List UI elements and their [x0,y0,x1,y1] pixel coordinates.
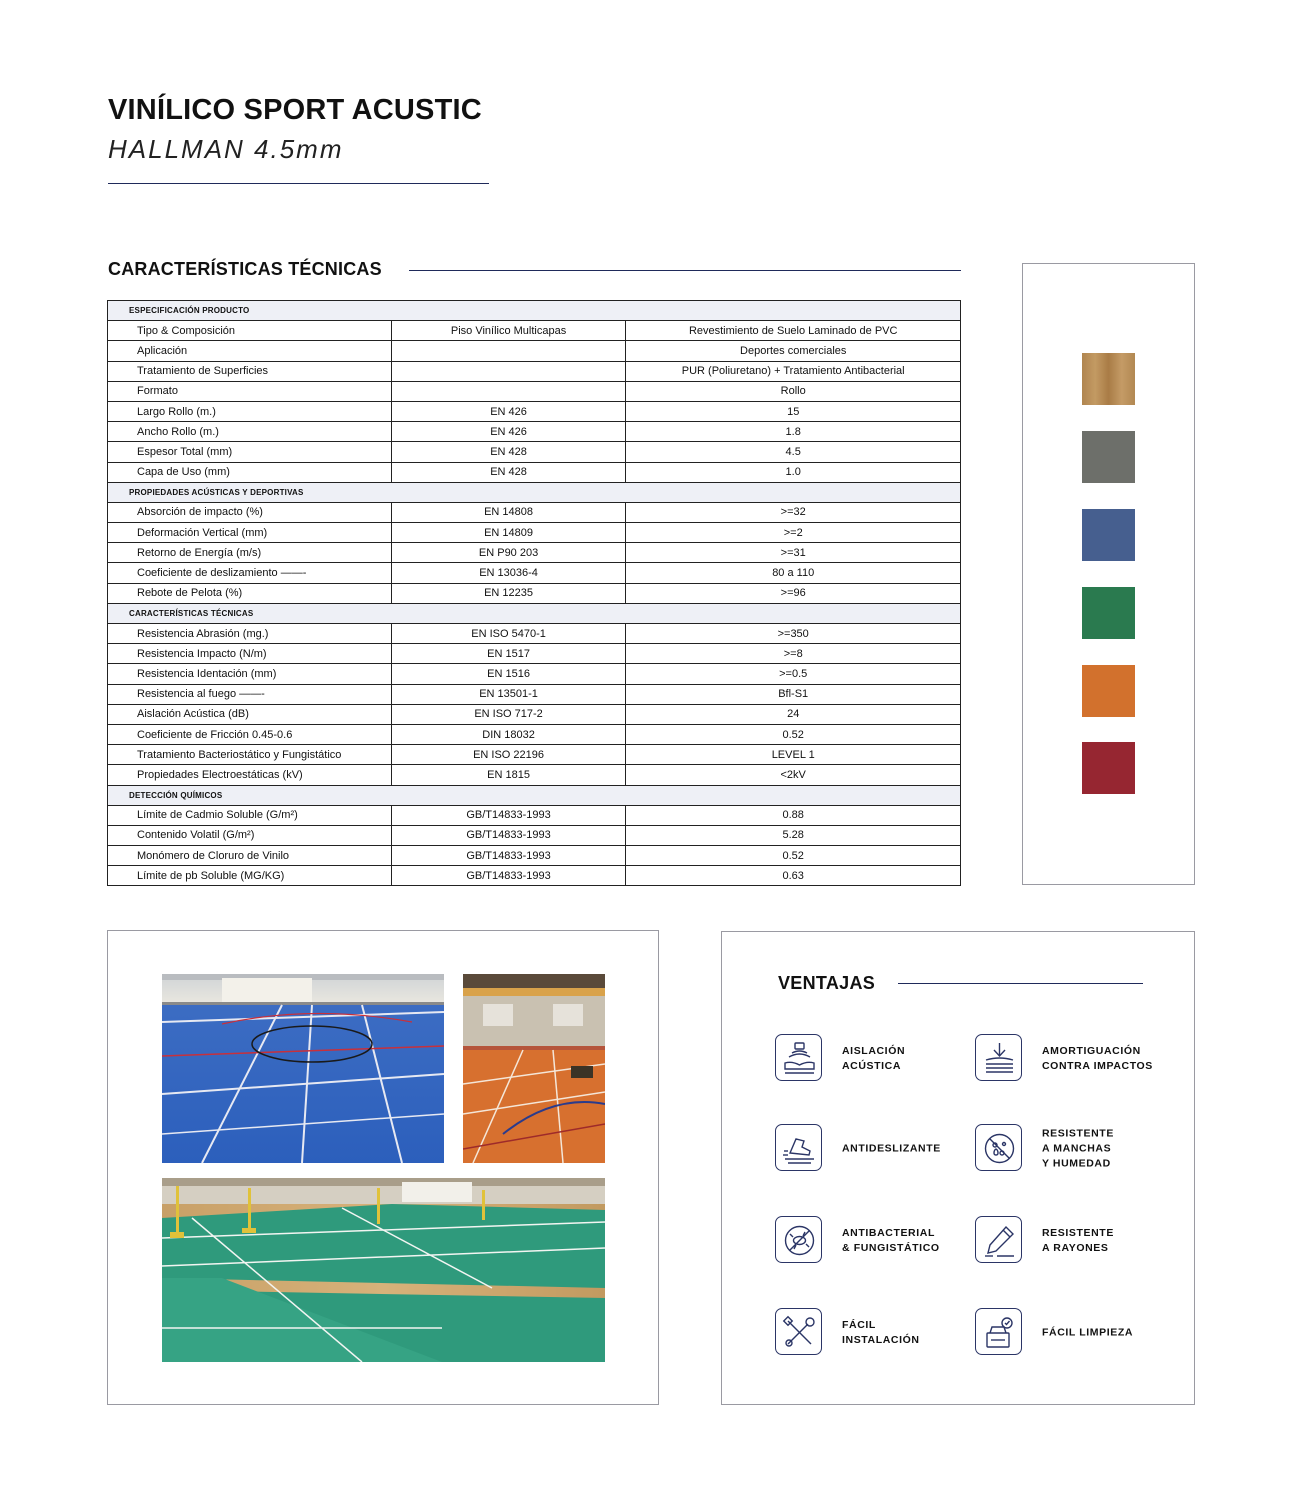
spec-value-cell: >=32 [626,502,961,522]
advantages-panel [721,931,1195,1405]
spec-name-cell: Absorción de impacto (%) [108,502,392,522]
spec-row [108,805,961,825]
advantage-item [775,1034,1005,1084]
spec-norm-cell: EN 426 [391,422,626,442]
spec-name-cell: Aislación Acústica (dB) [108,704,392,724]
easy-clean-icon [975,1308,1022,1355]
easy-install-icon [775,1308,822,1355]
spec-value-cell: Rollo [626,381,961,401]
photo-green-court [162,1178,605,1362]
spec-value-cell: 1.8 [626,422,961,442]
spec-value-cell: >=31 [626,543,961,563]
spec-section-header [108,482,961,502]
spec-name-cell: Retorno de Energía (m/s) [108,543,392,563]
spec-name-cell: Resistencia Identación (mm) [108,664,392,684]
photo-panel [107,930,659,1405]
spec-name-cell: Largo Rollo (m.) [108,401,392,421]
spec-row [108,563,961,583]
spec-norm-cell: GB/T14833-1993 [391,805,626,825]
spec-row [108,381,961,401]
antibacterial-icon [775,1216,822,1263]
advantage-item [775,1308,1005,1358]
spec-section-title: DETECCIÓN QUÍMICOS [108,785,961,805]
spec-row [108,664,961,684]
spec-row [108,724,961,744]
page-subtitle: HALLMAN 4.5mm [108,134,344,164]
swatch-wood [1082,353,1135,405]
advantage-label: AMORTIGUACIÓN CONTRA IMPACTOS [1042,1045,1153,1072]
advantage-label: AISLACIÓN ACÚSTICA [842,1045,906,1072]
advantage-label: ANTIDESLIZANTE [842,1142,941,1155]
advantages-divider [898,983,1143,984]
spec-value-cell: 0.63 [626,866,961,886]
specs-divider [409,270,961,271]
spec-row [108,765,961,785]
spec-norm-cell: EN ISO 717-2 [391,704,626,724]
spec-norm-cell: DIN 18032 [391,724,626,744]
title-divider [108,183,489,184]
spec-name-cell: Coeficiente de Fricción 0.45-0.6 [108,724,392,744]
spec-section-title: ESPECIFICACIÓN PRODUCTO [108,301,961,321]
spec-value-cell: Bfl-S1 [626,684,961,704]
spec-section-header [108,785,961,805]
specs-table [107,300,961,886]
swatch-red [1082,742,1135,794]
advantage-item [975,1034,1205,1084]
spec-norm-cell: GB/T14833-1993 [391,846,626,866]
spec-name-cell: Rebote de Pelota (%) [108,583,392,603]
spec-row [108,846,961,866]
spec-value-cell: PUR (Poliuretano) + Tratamiento Antibacterial [626,361,961,381]
spec-value-cell: >=96 [626,583,961,603]
spec-norm-cell: EN 13501-1 [391,684,626,704]
swatch-green [1082,587,1135,639]
spec-name-cell: Formato [108,381,392,401]
spec-value-cell: 0.52 [626,724,961,744]
impact-absorption-icon [975,1034,1022,1081]
spec-name-cell: Resistencia Impacto (N/m) [108,644,392,664]
spec-value-cell: >=2 [626,523,961,543]
spec-name-cell: Tratamiento de Superficies [108,361,392,381]
spec-norm-cell: EN 13036-4 [391,563,626,583]
spec-row [108,825,961,845]
spec-section-header [108,301,961,321]
swatch-grey [1082,431,1135,483]
spec-value-cell: 24 [626,704,961,724]
spec-name-cell: Propiedades Electroestáticas (kV) [108,765,392,785]
specs-heading: CARACTERÍSTICAS TÉCNICAS [108,259,382,279]
spec-name-cell: Coeficiente de deslizamiento ——- [108,563,392,583]
spec-norm-cell: EN ISO 22196 [391,745,626,765]
advantage-label: ANTIBACTERIAL & FUNGISTÁTICO [842,1227,940,1254]
page-title: VINÍLICO SPORT ACUSTIC [108,94,482,126]
photo-orange-court [463,974,605,1163]
spec-value-cell: 15 [626,401,961,421]
spec-norm-cell: Piso Vinílico Multicapas [391,321,626,341]
spec-row [108,523,961,543]
spec-value-cell: 5.28 [626,825,961,845]
spec-norm-cell: EN 428 [391,462,626,482]
advantage-item [975,1216,1205,1266]
spec-value-cell: LEVEL 1 [626,745,961,765]
spec-name-cell: Monómero de Cloruro de Vinilo [108,846,392,866]
spec-row [108,644,961,664]
spec-name-cell: Ancho Rollo (m.) [108,422,392,442]
spec-value-cell: 80 a 110 [626,563,961,583]
spec-name-cell: Aplicación [108,341,392,361]
spec-row [108,866,961,886]
spec-row [108,462,961,482]
spec-section-title: PROPIEDADES ACÚSTICAS Y DEPORTIVAS [108,482,961,502]
spec-norm-cell: EN ISO 5470-1 [391,624,626,644]
spec-value-cell: 1.0 [626,462,961,482]
spec-norm-cell: EN 1516 [391,664,626,684]
scratch-resistant-icon [975,1216,1022,1263]
spec-norm-cell: EN 12235 [391,583,626,603]
spec-value-cell: >=0.5 [626,664,961,684]
spec-row [108,422,961,442]
spec-row [108,401,961,421]
spec-row [108,745,961,765]
swatch-blue [1082,509,1135,561]
spec-norm-cell: EN 14808 [391,502,626,522]
spec-value-cell: Deportes comerciales [626,341,961,361]
advantage-label: FÁCIL LIMPIEZA [1042,1326,1134,1339]
spec-norm-cell: EN P90 203 [391,543,626,563]
spec-section-header [108,603,961,623]
spec-row [108,684,961,704]
advantage-item [775,1124,1005,1174]
swatch-orange [1082,665,1135,717]
spec-name-cell: Tratamiento Bacteriostático y Fungistático [108,745,392,765]
spec-norm-cell: EN 426 [391,401,626,421]
advantage-label: RESISTENTE A MANCHAS Y HUMEDAD [1042,1127,1114,1170]
spec-section-title: CARACTERÍSTICAS TÉCNICAS [108,603,961,623]
advantage-label: RESISTENTE A RAYONES [1042,1227,1114,1254]
spec-value-cell: Revestimiento de Suelo Laminado de PVC [626,321,961,341]
spec-row [108,442,961,462]
anti-slip-icon [775,1124,822,1171]
spec-name-cell: Tipo & Composición [108,321,392,341]
spec-norm-cell: EN 1517 [391,644,626,664]
advantage-item [775,1216,1005,1266]
spec-value-cell: >=350 [626,624,961,644]
spec-row [108,583,961,603]
spec-name-cell: Resistencia Abrasión (mg.) [108,624,392,644]
advantages-heading: VENTAJAS [778,973,876,993]
spec-value-cell: 0.88 [626,805,961,825]
spec-row [108,502,961,522]
spec-norm-cell: EN 1815 [391,765,626,785]
spec-name-cell: Espesor Total (mm) [108,442,392,462]
acoustic-insulation-icon [775,1034,822,1081]
spec-row [108,543,961,563]
spec-norm-cell: EN 428 [391,442,626,462]
color-swatch-panel [1022,263,1195,885]
spec-value-cell: <2kV [626,765,961,785]
stain-moisture-resistant-icon [975,1124,1022,1171]
spec-name-cell: Resistencia al fuego ——- [108,684,392,704]
spec-norm-cell [391,381,626,401]
spec-row [108,341,961,361]
spec-norm-cell: GB/T14833-1993 [391,825,626,845]
advantage-item [975,1124,1205,1174]
spec-name-cell: Contenido Volatil (G/m²) [108,825,392,845]
spec-name-cell: Deformación Vertical (mm) [108,523,392,543]
spec-value-cell: 4.5 [626,442,961,462]
spec-row [108,321,961,341]
spec-name-cell: Límite de pb Soluble (MG/KG) [108,866,392,886]
spec-norm-cell: EN 14809 [391,523,626,543]
spec-name-cell: Capa de Uso (mm) [108,462,392,482]
spec-row [108,704,961,724]
spec-norm-cell [391,361,626,381]
spec-row [108,361,961,381]
advantage-item [975,1308,1205,1358]
advantage-label: FÁCIL INSTALACIÓN [842,1319,920,1346]
spec-name-cell: Límite de Cadmio Soluble (G/m²) [108,805,392,825]
photo-blue-court [162,974,444,1163]
spec-value-cell: 0.52 [626,846,961,866]
spec-row [108,624,961,644]
spec-value-cell: >=8 [626,644,961,664]
spec-norm-cell [391,341,626,361]
spec-norm-cell: GB/T14833-1993 [391,866,626,886]
